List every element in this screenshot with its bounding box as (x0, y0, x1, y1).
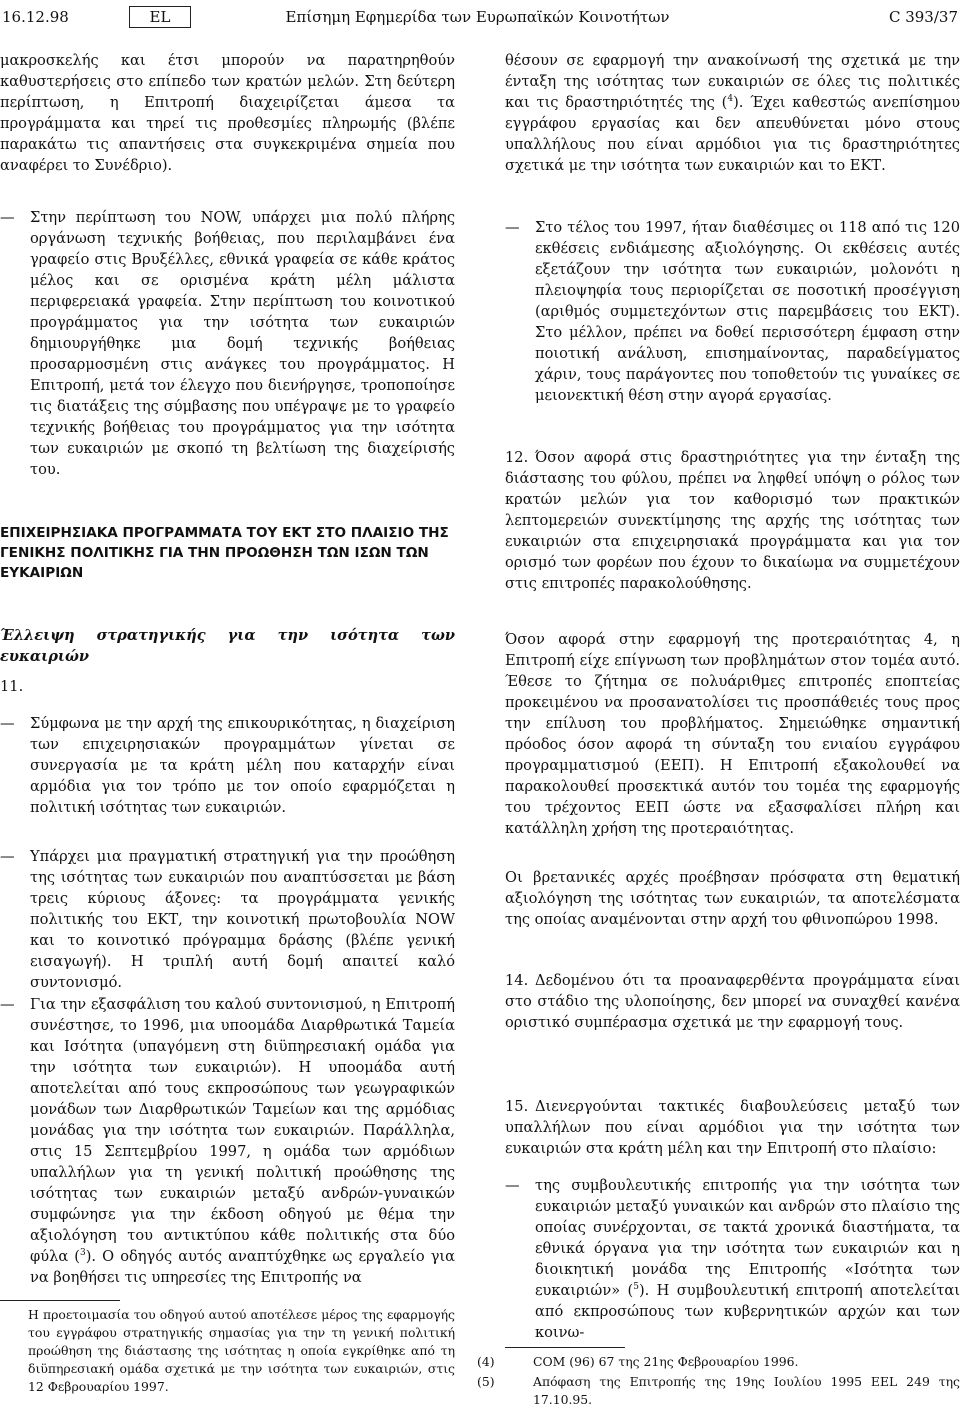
right-paragraph-13: Όσον αφορά στην εφαρμογή της προτεραιότητας 4, η Επιτροπή είχε επίγνωση των προβλημάτων στον τομέα αυτό. Έθεσε το ζήτημα σε πολυάριθμες επιτροπές εποπτείας προκειμένου να προσανατολίσει τις προσπάθειές τους προς την επίλυση του προβλήματος. Σημειώθηκε σημαντική πρόοδος όσον αφορά τη σύνταξη του ενιαίου εγγράφου προγραμματισμού (ΕΕΠ). Η Επιτροπή εξακολουθεί να παρακολουθεί προσεκτικά αυτόν του τομέα της εφαρμογής του τρέχοντος ΕΕΠ ώστε να εξασφαλίσει πλήρη και κατάλληλη χρήση της προτεραιότητας. (505, 631, 960, 837)
footnote-4-text: COM (96) 67 της 21ης Φεβρουαρίου 1996. (533, 1354, 799, 1369)
left-dash-item-1 (0, 207, 455, 480)
left-dash-1-text: Στην περίπτωση του NOW, υπάρχει μια πολύ πλήρης οργάνωση τεχνικής βοήθειας, που περιλαμβάνει ένα γραφείο στις Βρυξέλλες, εθνικά γραφεία σε κάθε κράτος μέλος και σε ορισμένα κράτη μέλη μάλιστα περιφερειακά γραφεία. Στην περίπτωση του κοινοτικού προγράμματος για την ισότητα των ευκαιριών δημιουργήθηκε μια δομή τεχνικής βοήθειας προσαρμοσμένη στις ανάγκες του προγράμματος. Η Επιτροπή, μετά τον έλεγχο που διενήργησε, τροποποίησε τις διατάξεις της σύμβασης που υπέγραψε με το γραφείο τεχνικής βοήθειας του προγράμματος για την ισότητα των ευκαιριών με σκοπό τη βελτίωση της διαχείρισής του. (30, 209, 455, 478)
right-dash-1-text: Στο τέλος του 1997, ήταν διαθέσιμες οι 118 από τις 120 εκθέσεις ενδιάμεσης αξιολόγησης. Οι εκθέσεις αυτές εξετάζουν την ισότητα των ευκαιριών, μολονότι η πλειοψηφία τους περιορίζεται σε ποσοτική προσέγγιση (αριθμός συμμετεχόντων στις παρεμβάσεις του ΕΚΤ). Στο μέλλον, πρέπει να δοθεί περισσότερη έμφαση στην ποιοτική ανάλυση, επισημαίνοντας, παραδείγματος χάριν, τους παράγοντες που τοποθετούν τις γυναίκες σε μειονεκτική θέση στην αγορά εργασίας. (535, 219, 960, 404)
right-dash-item-2 (505, 1175, 960, 1343)
left-dash-3-text: Υπάρχει μια πραγματική στρατηγική για την προώθηση της ισότητας των ευκαιριών που αναπτύσσεται με βάση τρεις κύριους άξονες: τα προγράμματα γενικής πολιτικής του ΕΚΤ, την κοινοτική πρωτοβουλία NOW και το κοινοτικό πρόγραμμα δράσης (βλέπε γενική εισαγωγή). Η τριπλή αυτή δομή απαιτεί καλό συντονισμό. (30, 848, 455, 991)
footnote-5 (477, 1373, 960, 1409)
right-p16-text: Διενεργούνται τακτικές διαβουλεύσεις μεταξύ των υπαλλήλων που είναι αρμόδιοι για την ισότητα των ευκαιριών στα κράτη μέλη και την Επιτροπή στο πλαίσιο: (505, 1098, 960, 1157)
dash-marker: — (0, 848, 15, 865)
item-number-12: 12. (505, 449, 529, 466)
right-dash-2-text-b: ). Η συμβουλευτική επιτροπή αποτελείται από εκπροσώπους των κυβερνητικών αρχών και των κοινω- (535, 1282, 960, 1341)
dash-marker: — (505, 1177, 520, 1194)
left-dash-4-text-b: ). Ο οδηγός αυτός αναπτύχθηκε ως εργαλείο για να βοηθήσει τις υπηρεσίες της Επιτροπής να (30, 1248, 455, 1286)
footnote-4 (477, 1353, 960, 1371)
footnote-5-text: Απόφαση της Επιτροπής της 19ης Ιουλίου 1995 ΕΕL 249 της 17.10.95. (533, 1374, 960, 1407)
footnote-rule-right (505, 1347, 625, 1348)
dash-marker: — (0, 715, 15, 732)
right-p1-text-b: ). Έχει καθεστώς ανεπίσημου εγγράφου εργασίας και δεν απευθύνεται μόνο στους υπαλλήλους που είναι αρμόδιοι για τις δραστηριότητες σχετικά με την ισότητα των ευκαιριών και το ΕΚΤ. (505, 94, 960, 174)
left-column (0, 50, 455, 176)
footnote-3 (0, 1306, 455, 1396)
page-header (0, 6, 960, 32)
right-item-14 (505, 970, 960, 1033)
right-p12-text: Όσον αφορά στις δραστηριότητες για την ένταξη της διάστασης του φύλου, πρέπει να ληφθεί υπόψη ο ρόλος των κρατών μελών για τον καθορισμό των πρακτικών λεπτομερειών συνεκτίμησης της αρχής της ισότητας των ευκαιριών στα επιχειρησιακά προγράμματα και για τον ορισμό των φορέων που έχουν το δικαίωμα να συμμετέχουν στις επιτροπές παρακολούθησης. (505, 449, 960, 592)
dash-marker: — (505, 219, 520, 236)
dash-marker: — (0, 996, 15, 1013)
right-dash-item-1 (505, 217, 960, 406)
footnote-5-label: (5) (477, 1374, 495, 1389)
right-paragraph-14: Οι βρετανικές αρχές προέβησαν πρόσφατα στη θεματική αξιολόγηση της ισότητας των ευκαιριών, τα αποτελέσματα της οποίας αναμένονται στην αρχή του φθινοπώρου 1998. (505, 869, 960, 928)
journal-title: Επίσημη Εφημερίδα των Ευρωπαϊκών Κοινοτήτων (285, 8, 670, 26)
right-p15-text: Δεδομένου ότι τα προαναφερθέντα προγράμματα είναι στο στάδιο της υλοποίησης, δεν μπορεί να συναχθεί κανένα οριστικό συμπέρασμα σχετικά με την εφαρμογή τους. (505, 972, 960, 1031)
language-code-box: EL (129, 6, 191, 28)
footnote-4-label: (4) (477, 1354, 495, 1369)
dash-marker: — (0, 209, 15, 226)
left-dash-4-text-a: Για την εξασφάλιση του καλού συντονισμού, η Επιτροπή συνέστησε, το 1996, μια υποομάδα Διαρθρωτικά Ταμεία και Ισότητα (υπαγόμενη στη διϋπηρεσιακή ομάδα για την ισότητα των ευκαιριών). Η υποομάδα αυτή αποτελείται από τους εκπροσώπους των γεωγραφικών μονάδων των Διαρθρωτικών Ταμείων και της αρμόδιας μονάδας για την ισότητα των ευκαιριών. Παράλληλα, στις 15 Σεπτεμβρίου 1997, η ομάδα των αρμόδιων υπαλλήλων για τη γενική πολιτική προώθησης της ισότητας των ευκαιριών μεταξύ ανδρών-γυναικών συμφώνησε για την έκδοση οδηγού με θέμα την αξιολόγηση του αντικτύπου κάθε πολιτικής στα δύο φύλα ( (30, 996, 455, 1265)
footnote-rule-left (0, 1300, 120, 1301)
footnote-3-text: Η προετοιμασία του οδηγού αυτού αποτέλεσε μέρος της εφαρμογής του εγγράφου στρατηγικής σημασίας για την τη γενική πολιτική προώθηση της διάστασης της ισότητας η οποία εγκρίθηκε από τη διϋπηρεσιακή ομάδα σχετικά με την ισότητα των ευκαιριών, στις 12 Φεβρουαρίου 1997. (28, 1307, 455, 1394)
header-date: 16.12.98 (2, 8, 69, 26)
right-dash-2-text-a: της συμβουλευτικής επιτροπής για την ισότητα των ευκαιριών μεταξύ γυναικών και ανδρών στο πλαίσιο της οποίας συνέρχονται, σε τακτά χρονικά διαστήματα, τα εθνικά όργανα για την ισότητα των ευκαιριών και η διοικητική μονάδα της Επιτροπής «Ισότητα των ευκαιριών» ( (535, 1177, 960, 1299)
item-number-11: 11. (0, 678, 24, 695)
left-dash-2-text: Σύμφωνα με την αρχή της επικουρικότητας, η διαχείριση των επιχειρησιακών προγραμμάτων γίνεται σε συνεργασία με τα κράτη μέλη που καταρχήν είναι αρμόδια για τον τρόπο με τον οποίο εφαρμόζεται η πολιτική ισότητας των ευκαιριών. (30, 715, 455, 816)
left-dash-item-3 (0, 846, 455, 993)
footnote-ref-4[interactable]: 4 (727, 94, 734, 105)
footnote-3-label (0, 1306, 28, 1324)
left-paragraph-1: μακροσκελής και έτσι μπορούν να παρατηρηθούν καθυστερήσεις στο επίπεδο των κρατών μελών. Στη δεύτερη περίπτωση, η Επιτροπή διαχειρίζεται άμεσα τα προγράμματα και τηρεί τις προθεσμίες πληρωμής (βλέπε παρακάτω τις απαντήσεις στα συγκεκριμένα σημεία που αναφέρει το Συνέδριο). (0, 52, 455, 174)
section-heading: ΕΠΙΧΕΙΡΗΣΙΑΚΑ ΠΡΟΓΡΑΜΜΑΤΑ ΤΟΥ ΕΚΤ ΣΤΟ ΠΛΑΙΣΙΟ ΤΗΣ ΓΕΝΙΚΗΣ ΠΟΛΙΤΙΚΗΣ ΓΙΑ ΤΗΝ ΠΡΟΩΘΗΣΗ ΤΩΝ ΙΣΩΝ ΤΩΝ ΕΥΚΑΙΡΙΩΝ (0, 525, 449, 581)
footnote-ref-5[interactable]: 5 (633, 1282, 639, 1293)
right-item-12 (505, 447, 960, 594)
left-dash-item-2 (0, 713, 455, 818)
right-p1-text-a: θέσουν σε εφαρμογή την ανακοίνωσή της σχετικά με την ένταξη της ισότητας των ευκαιριών σε όλες τις πολιτικές και τις δραστηριότητές της ( (505, 52, 960, 111)
page-reference: C 393/37 (888, 8, 958, 26)
footnote-ref-3[interactable]: 3 (79, 1248, 86, 1259)
right-paragraph-1 (505, 50, 960, 176)
section-subheading: Έλλειψη στρατηγικής για την ισότητα των ευκαιριών (0, 627, 455, 665)
item-number-14: 14. (505, 972, 529, 989)
left-dash-item-4 (0, 994, 455, 1288)
right-item-15 (505, 1096, 960, 1159)
item-number-15: 15. (505, 1098, 529, 1115)
